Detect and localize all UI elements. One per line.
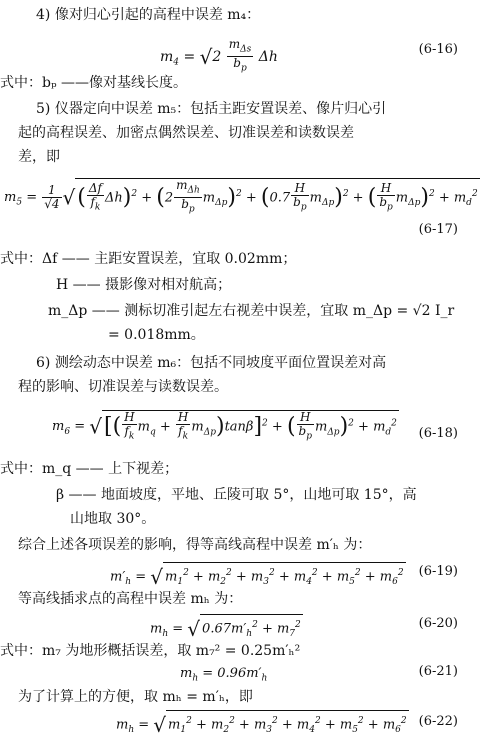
section-6-heading-line1: 6) 测绘动态中误差 m₆：包括不同坡度平面位置误差对高 <box>36 355 387 371</box>
section-4-heading: 4) 像对归心引起的高程中误差 m₄： <box>36 7 261 23</box>
equation-number-6-19: (6-19) <box>418 564 458 579</box>
where-delta-f: 式中：Δf —— 主距安置误差，宜取 0.02mm； <box>0 251 297 267</box>
where-beta-line2: 山地取 30°。 <box>70 511 156 527</box>
where-m-delta-p-line1: m_Δp —— 测标切准引起左右视差中误差，宜取 m_Δp = √2 I_r <box>48 303 455 319</box>
equation-number-6-18: (6-18) <box>418 426 458 441</box>
equation-6-21: $m_h = 0.96m'_h$ <box>180 666 268 684</box>
where-mq: 式中：m_q —— 上下视差； <box>0 461 179 477</box>
equation-6-17: $m_5$ = $\frac{1}{√4}$ √( $\frac{\Delta f}{f_k}$ Δh)$^2$ + (2 $\frac{m_{\Delta h}}{b_p}$ $m_{\Delta p})^2 + (0.7$ $\frac{H}{b_p}$ $m_{\Delta p})^2$ + ( $\frac{H}{b_p}$ $m_{\Delta p})^2 + m_d^2$ <box>4 178 478 215</box>
equation-number-6-21: (6-21) <box>418 664 458 679</box>
where-beta-line1: β —— 地面坡度，平地、丘陵可取 5°，山地可取 15°，高 <box>56 487 417 503</box>
summary-line: 综合上述各项误差的影响，得等高线高程中误差 m′ₕ 为： <box>18 537 372 553</box>
where-m-delta-p-line2: = 0.018mm。 <box>108 327 205 343</box>
where-bp: 式中：bₚ ——像对基线长度。 <box>0 75 188 91</box>
interpolation-line: 等高线插求点的高程中误差 mₕ 为： <box>18 591 243 607</box>
convenience-line: 为了计算上的方便，取 mₕ = m′ₕ，即 <box>18 689 253 705</box>
section-6-heading-line2: 程的影响、切准误差与读数误差。 <box>18 379 228 395</box>
equation-number-6-20: (6-20) <box>418 616 458 631</box>
section-5-heading-line2: 起的高程误差、加密点偶然误差、切准误差和读数误差 <box>18 125 354 141</box>
equation-6-22: $m_h$ = √ $m_1^2 + m_2^2 + m_3^2 + m_4^2 + m_5^2 + m_6^2$ <box>116 710 409 740</box>
equation-number-6-17: (6-17) <box>418 222 458 237</box>
where-H: H —— 摄影像对相对航高； <box>56 277 232 293</box>
equation-6-18: $m_6$ = √[( $\frac{H}{f_k}$ $m_q$ + $\frac{H}{f_k}$ $m_{\Delta p})\tan\beta]^2$ + ( $\frac{H}{b_p}$ $m_{\Delta p})^2 + m_d^2$ <box>52 410 397 442</box>
section-5-heading-line3: 差，即 <box>18 149 60 165</box>
equation-6-19: $m'_h$ = √ $m_1^2 + m_2^2 + m_3^2 + m_4^2 + m_5^2 + m_6^2$ <box>110 562 406 592</box>
equation-number-6-16: (6-16) <box>418 42 458 57</box>
equation-6-20: $m_h$ = √ $0.67m'_h^2 + m_7^2$ <box>150 614 303 644</box>
equation-number-6-22: (6-22) <box>418 714 458 729</box>
equation-6-16: $m_4 = √2$ $\frac{m_{\Delta s}}{b_p}$ Δh <box>160 37 278 74</box>
where-m7: 式中：m₇ 为地形概括误差，取 m₇² = 0.25m′ₕ² <box>0 643 301 659</box>
section-5-heading-line1: 5) 仪器定向中误差 m₅：包括主距安置误差、像片归心引 <box>36 101 387 117</box>
